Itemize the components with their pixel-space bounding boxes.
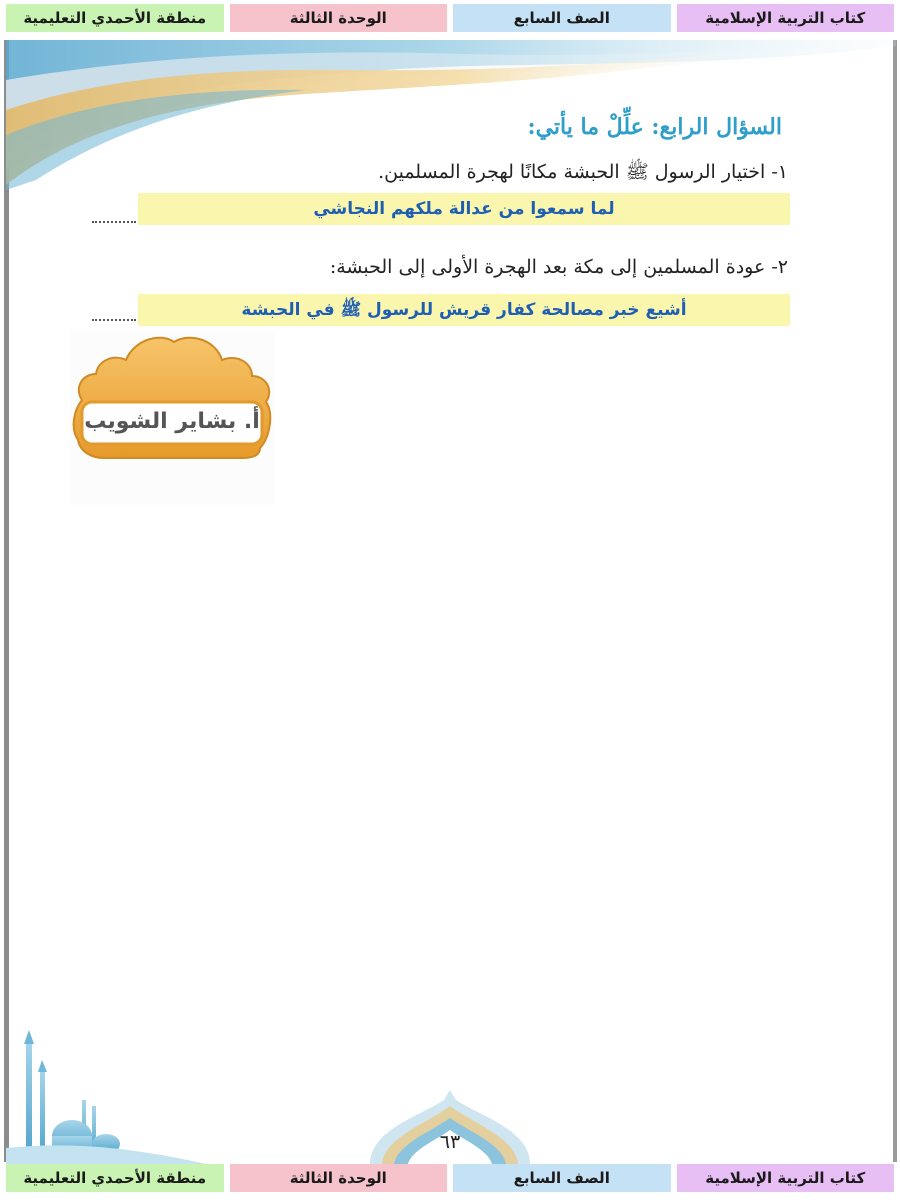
footer-unit: الوحدة الثالثة: [230, 1164, 448, 1192]
answer-field-1[interactable]: لما سمعوا من عدالة ملكهم النجاشي: [138, 193, 790, 225]
answer-dotted-line-2: [92, 309, 136, 321]
question-title: السؤال الرابع: علِّلْ ما يأتي:: [527, 114, 782, 140]
page-number: ٦٣: [439, 1131, 461, 1153]
question-item-2: ٢- عودة المسلمين إلى مكة بعد الهجرة الأولى إلى الحبشة:: [329, 256, 788, 278]
teacher-name: أ. بشاير الشويب: [84, 409, 260, 434]
teacher-badge: [70, 330, 275, 505]
footer-book-title: كتاب التربية الإسلامية: [677, 1164, 895, 1192]
header-unit: الوحدة الثالثة: [230, 4, 448, 32]
footer-grade: الصف السابع: [453, 1164, 671, 1192]
page-frame-left: [4, 40, 9, 1162]
header-band: [0, 4, 900, 34]
header-region: منطقة الأحمدي التعليمية: [6, 4, 224, 32]
header-book-title: كتاب التربية الإسلامية: [677, 4, 895, 32]
mosque-silhouette-decoration: [6, 1030, 206, 1164]
answer-field-2[interactable]: أشيع خبر مصالحة كفار قريش للرسول ﷺ في الحبشة: [138, 294, 790, 326]
answer-dotted-line-1: [92, 211, 136, 223]
footer-band: [0, 1164, 900, 1194]
footer-region: منطقة الأحمدي التعليمية: [6, 1164, 224, 1192]
header-grade: الصف السابع: [453, 4, 671, 32]
question-item-1: ١- اختيار الرسول ﷺ الحبشة مكانًا لهجرة المسلمين.: [378, 161, 788, 183]
page-frame-right: [893, 40, 897, 1162]
